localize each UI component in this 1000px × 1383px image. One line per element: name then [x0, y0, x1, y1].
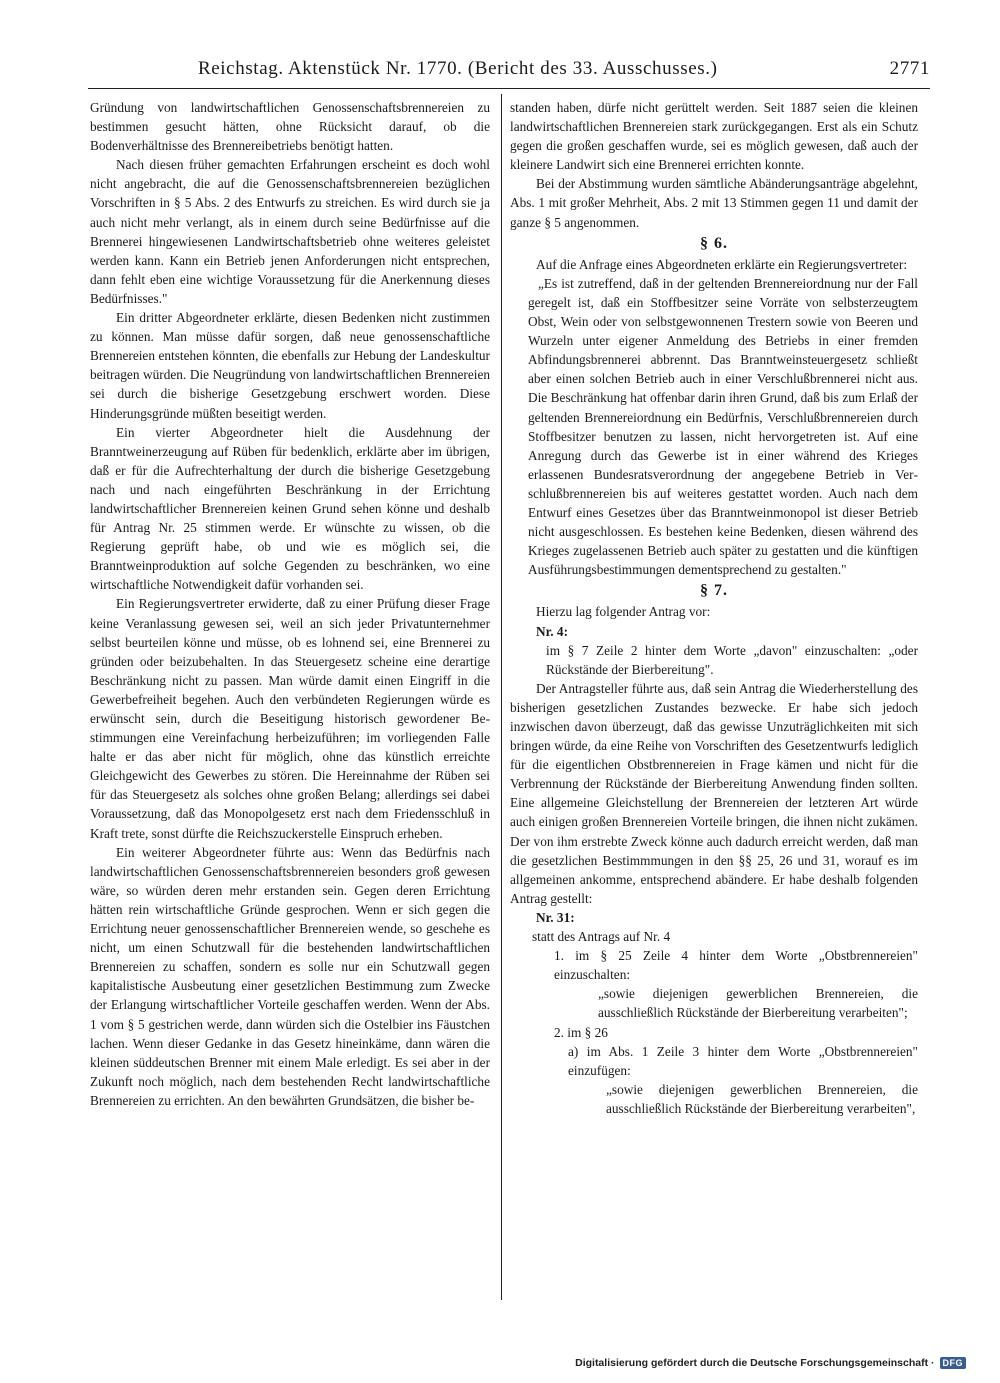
paragraph: „sowie diejenigen gewerblichen Brennereien, die ausschließlich Rückstände der Bierbereitung verarbeiten"; [598, 986, 918, 1021]
paragraph: Nach diesen früher gemachten Erfahrungen erscheint es doch wohl nicht angebracht, die auf die Genossenschaftsbrennereien bezüglichen Vorschriften in § 5 Abs. 2 des Entwurfs zu streichen. Es wird durch sie ja auch nicht mehr verlangt, als in einem durch seine Bedürfnisse auf die Brennerei hingewiesenen Landwirtschaftsbetrieb ohne weiteres geleistet werden kann. Kann ein Betrieb jenen Anforderungen nicht entsprechen, dann fehlt eben eine wichtige Voraussetzung für die Anerkennung dieses Bedürfnisses." [90, 157, 490, 306]
paragraph: Auf die Anfrage eines Abgeordneten erklärte ein Regierungsvertreter: [536, 256, 908, 272]
paragraph: Hierzu lag folgender Antrag vor: [536, 604, 711, 620]
running-header [88, 58, 930, 88]
paragraph: statt des Antrags auf Nr. 4 [532, 929, 671, 945]
funding-credit: Digitalisierung gefördert durch die Deutsche Forschungsgemeinschaft · [575, 1357, 935, 1369]
section-heading: § 7. [700, 582, 728, 600]
paragraph: „sowie diejenigen gewerblichen Brennereien, die ausschließlich Rückstände der Bierbereitung verarbeiten", [606, 1081, 918, 1116]
paragraph: Ein weiterer Abgeordneter führte aus: Wenn das Bedürfnis nach landwirtschaftlichen Genossenschaftsbrennereien besonders groß gewesen wäre, so würden deren mehr erstanden sein. Gegen deren Errichtung hätten rein wirtschaftliche Gründe gesprochen. Wenn er sich gegen die Errichtung neuer genossenschaftlicher Brennereien wende, so geschehe es nicht, um einen Schutzwall für die bestehenden landwirtschaftlichen Brennereien zu schaffen, sondern es solle nur ein Schutzwall gegen kapitalistische Ausbeutung einer gesetzlichen Bestimmung zum Zwecke der Erlangung wirtschaftlicher Vorteile geschaffen werden. Wenn der Abs. 1 vom § 5 gestrichen werde, dann würden sich die Ostelbier ins Fäustchen lachen. Wenn dieser Gedanke in das Gesetz hineinkäme, dann wären die kleinen süddeutschen Brenner mit einem Male erledigt. Es sei aber in der Zukunft noch möglich, nach dem bestehenden Recht landwirtschaftliche Brennereien zu errichten. An den bewährten Grundsätzen, die bisher be- [90, 844, 490, 1108]
paragraph: a) im Abs. 1 Zeile 3 hinter dem Worte „Obstbrennereien" einzufügen: [568, 1043, 918, 1078]
paragraph: „Es ist zutreffend, daß in der geltenden Brennereiordnung nur der Fall geregelt ist, daß ein Stoffbesitzer seine Vorräte von selbsterzeugtem Obst, Wein oder von selbstgewonnenen Trestern sowie von Beeren und Wurzeln unter eigener Anmeldung des Betriebs in einer fremden Abfindungsbrennerei abbrennt. Das Branntweinsteuergesetz schließt aber einen solchen Betrieb auch in einer Verschlußbrennerei nicht aus. Die Beschränkung hat offenbar darin ihren Grund, daß bis zum Erlaß der geltenden Brennereiordnung ein Bedürfnis, Verschlußbrennereien durch Stoffbesitzer benutzen zu lassen, nicht hervorgetreten ist. Auf eine Anregung durch das Gewerbe ist in einer während des Krieges erlassenen Bundesratsverordnung der angegebene Betrieb in Verschlußbrennereien bis auf weiteres gestattet worden. Auch nach dem Entwurf eines Gesetzes über das Branntweinmonopol ist dieser Betrieb nicht ausgeschlossen. Es bestehen keine Bedenken, diesen während des Krieges zugelassenen Betrieb auch später zu gestatten und die künftigen Ausführungsbestimmungen dementsprechend zu gestalten." [528, 275, 918, 578]
paragraph: Ein vierter Abgeordneter hielt die Ausdehnung der Branntweinerzeugung auf Rüben für bedenklich, erklärte aber im übrigen, daß er für die Aufrechterhaltung der durch die bisherige Gesetzgebung nach und nach eingeführten Beschränkung in der Errichtung landwirtschaftlicher Brennereien keinen Grund sehen könne und deshalb für Antrag Nr. 25 stimmen werde. Er wünschte zu wissen, ob die Regierung geprüft habe, ob und wie es möglich sei, die Branntweinproduktion auf solche Gegenden zu beschränken, wo eine wirtschaftliche Notwendigkeit dafür vorhanden sei. [90, 424, 490, 593]
paragraph: im § 7 Zeile 2 hinter dem Worte „davon" einzuschalten: „oder Rückstände der Bierbereitung". [546, 642, 918, 677]
paragraph: Ein dritter Abgeordneter erklärte, diesen Bedenken nicht zustimmen zu können. Man müsse dafür sorgen, daß neue genossenschaftliche Brennereien entstehen könnten, die ebenfalls zur Hebung der Landeskultur beitragen würden. Die Neugründung von landwirtschaftlichen Brennereien sei durch die bisherige Gesetzgebung erschwert worden. Diese Hinderungsgründe müßten beseitigt werden. [90, 310, 490, 421]
running-title: Reichstag. Aktenstück Nr. 1770. (Bericht des 33. Ausschusses.) [198, 58, 718, 79]
footer-credit [575, 1357, 966, 1369]
page-number: 2771 [889, 58, 930, 79]
paragraph: 2. im § 26 [554, 1024, 608, 1040]
motion-label: Nr. 4: [536, 623, 569, 639]
paragraph: Der Antragsteller führte aus, daß sein Antrag die Wiederherstellung des bisherigen gesetzlichen Zustandes bezwecke. Er habe sich jedoch inzwischen davon überzeugt, daß das gewisse Unzuträglichkeiten mit sich bringen würde, da eine Reihe von Vorschriften des Gesetzentwurfs lediglich für die eigentlichen Obstbrennereien in Frage kämen und nicht für die Verbrennung der Rückstände der Bierbereitung Anwendung finden sollten. Eine allgemeine Gleichstellung der Brennereien der letzteren Art würde auch einigen großen Brennereien Vorteile bringen, die ihnen nicht zukämen. Der von ihm erstrebte Zweck könne auch dadurch erreicht werden, daß man die gesetzlichen Bestimmmungen in den §§ 25, 26 und 31, worauf es im allgemeinen ankomme, entsprechend abändere. Er habe deshalb folgenden Antrag gestellt: [510, 680, 918, 906]
paragraph: Ein Regierungsvertreter erwiderte, daß zu einer Prüfung dieser Frage keine Veranlassung gewesen sei, weil an sich jeder Privatunternehmer selbst beurteilen könne und müsse, ob es lohnend sei, eine Brennerei zu gründen oder beizubehalten. In das Steuergesetz scheine eine derartige Beschränkung nicht zu passen. Man würde damit einen Eingriff in die Gewerbefreiheit begehen. Auch den verbündeten Regierungen würde es erwünscht sein, durch die Beseitigung historisch gewordener Bestimmungen eine Vereinfachung herbeizuführen; im vorliegenden Falle halte er das aber nicht für möglich, ohne das künstlich erreichte Gleichgewicht des Gewerbes zu stören. Die Hereinnahme der Rüben sei für das Steuergesetz als solches ohne großen Belang; allerdings sei dabei Voraussetzung, daß das Monopolgesetz erst nach dem Friedensschluß in Kraft trete, sonst dürfte die Reichszuckerstelle Einspruch erheben. [90, 596, 490, 841]
paragraph: Bei der Abstimmung wurden sämtliche Abänderungsanträge abgelehnt, Abs. 1 mit großer Mehrheit, Abs. 2 mit 13 Stimmen gegen 11 und damit der ganze § 5 angenommen. [510, 176, 918, 230]
left-column [90, 98, 490, 1308]
column-divider [501, 94, 502, 1300]
motion-label: Nr. 31: [536, 909, 575, 925]
paragraph: Gründung von landwirtschaftlichen Genossenschaftsbrennereien zu bestimmen gesucht hätten, ohne Rücksicht darauf, ob die Bodenverhältnisse des Brennereibetriebs benötigt hatten. [90, 100, 490, 154]
paragraph: 1. im § 25 Zeile 4 hinter dem Worte „Obstbrennereien" einzuschalten: [554, 948, 918, 983]
right-column [510, 98, 918, 1308]
section-heading: § 6. [700, 234, 728, 252]
paragraph: standen haben, dürfe nicht gerüttelt werden. Seit 1887 seien die kleinen landwirtschaftlichen Brennereien stark zurückgegangen. Erst als ein Schutz gegen die großen geschaffen wurde, sei es möglich gewesen, daß auch der kleinere Landwirt sich eine Brennerei errichten konnte. [510, 100, 918, 173]
header-rule [88, 88, 930, 89]
dfg-logo: DFG [940, 1357, 967, 1369]
